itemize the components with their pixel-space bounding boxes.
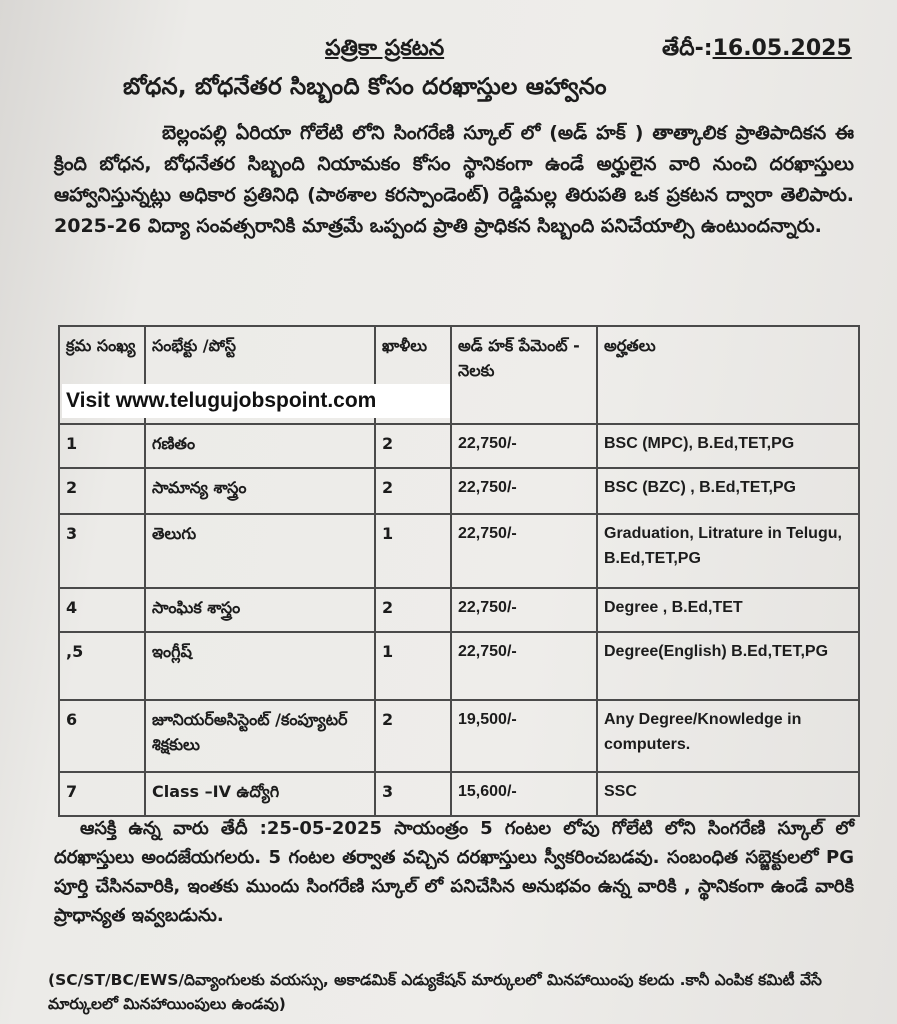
cell-vacancies: 2 <box>375 588 451 632</box>
table-row <box>59 468 859 514</box>
date-line <box>662 36 852 66</box>
cell-subject: ఇంగ్లీష్ <box>145 632 375 700</box>
cell-sno: 7 <box>59 772 145 816</box>
cell-qualification: BSC (BZC) , B.Ed,TET,PG <box>597 468 859 514</box>
cell-vacancies: 2 <box>375 700 451 772</box>
cell-payment: 22,750/- <box>451 424 597 468</box>
cell-vacancies: 2 <box>375 468 451 514</box>
note-text: (SC/ST/BC/EWS/దివ్యాంగులకు వయస్సు, అకాడమిక్ ఎడ్యుకేషన్ మార్కులలో మినహాయింపు కలదు .కానీ ఎంపిక కమిటీ వేసే మార్కులలో మినహాయింపులు ఉండవు) <box>48 971 822 1013</box>
header-qualification: అర్హతలు <box>597 326 859 424</box>
cell-sno: 3 <box>59 514 145 588</box>
header-subject: సంభేక్టు /పోస్ట్ <box>145 326 375 424</box>
cell-qualification: SSC <box>597 772 859 816</box>
cell-subject: సామాన్య శాస్త్రం <box>145 468 375 514</box>
cell-payment: 22,750/- <box>451 588 597 632</box>
table-row <box>59 632 859 700</box>
cell-payment: 15,600/- <box>451 772 597 816</box>
cell-subject: జూనియర్అసిస్టెంట్ /కంప్యూటర్ శిక్షకులు <box>145 700 375 772</box>
cell-sno: 6 <box>59 700 145 772</box>
watermark-banner: Visit www.telugujobspoint.com <box>62 384 450 418</box>
cell-subject: Class –IV ఉద్యోగి <box>145 772 375 816</box>
table-row <box>59 424 859 468</box>
table-row <box>59 700 859 772</box>
cell-sno: 4 <box>59 588 145 632</box>
cell-payment: 19,500/- <box>451 700 597 772</box>
cell-vacancies: 2 <box>375 424 451 468</box>
header-sno: క్రమ సంఖ్య <box>59 326 145 424</box>
cell-payment: 22,750/- <box>451 514 597 588</box>
cell-qualification: BSC (MPC), B.Ed,TET,PG <box>597 424 859 468</box>
cell-sno: ,5 <box>59 632 145 700</box>
header-vacancies: ఖాళీలు <box>375 326 451 424</box>
cell-qualification: Any Degree/Knowledge in computers. <box>597 700 859 772</box>
cell-payment: 22,750/- <box>451 632 597 700</box>
cell-qualification: Degree , B.Ed,TET <box>597 588 859 632</box>
cell-vacancies: 1 <box>375 632 451 700</box>
cell-subject: సాంఘిక శాస్త్రం <box>145 588 375 632</box>
table-row <box>59 772 859 816</box>
page-title: పత్రికా ప్రకటన <box>325 36 445 61</box>
cell-vacancies: 3 <box>375 772 451 816</box>
cell-qualification: Degree(English) B.Ed,TET,PG <box>597 632 859 700</box>
header-row <box>0 36 897 70</box>
header-payment: అడ్ హక్ పేమెంట్ - నెలకు <box>451 326 597 424</box>
page-subtitle: బోధన, బోధనేతర సిబ్బంది కోసం దరఖాస్తుల ఆహ్వానం <box>123 74 607 100</box>
footer-paragraph: ఆసక్తి ఉన్న వారు తేదీ :25-05-2025 సాయంత్రం 5 గంటల లోపు గోలేటి లోని సింగరేణి స్కూల్ లో దరఖాస్తులు అందజేయగలరు. 5 గంటల తర్వాత వచ్చిన దరఖాస్తులు స్వీకరించబడవు. సంబంధిత సబ్జెక్టులలో PG పూర్తి చేసినవారికి, ఇంతకు ముందు సింగరేణి స్కూల్ లో పనిచేసిన అనుభవం ఉన్న వారికి , స్థానికంగా ఉండే వారికి ప్రాధాన్యత ఇవ్వబడును. <box>54 818 854 926</box>
table-row <box>59 514 859 588</box>
cell-payment: 22,750/- <box>451 468 597 514</box>
intro-paragraph: బెల్లంపల్లి ఏరియా గోలేటి లోని సింగరేణి స్కూల్ లో (అడ్ హక్ ) తాత్కాలిక ప్రాతిపాదికన ఈ క్రింది బోధన, బోధనేతర సిబ్బంది నియామకం కోసం స్థానికంగా ఉండే అర్హులైన వారి నుంచి దరఖాస్తులు ఆహ్వానిస్తున్నట్లు అధికార ప్రతినిధి (పాఠశాల కరస్పాండెంట్) రెడ్డిమల్ల తిరుపతి ఒక ప్రకటన ద్వారా తెలిపారు. 2025-26 విద్యా సంవత్సరానికి మాత్రమే ఒప్పంద ప్రాతి ప్రాధికన సిబ్బంది పనిచేయాల్సి ఉంటుందన్నారు. <box>54 122 854 237</box>
cell-subject: గణితం <box>145 424 375 468</box>
cell-sno: 2 <box>59 468 145 514</box>
cell-qualification: Graduation, Litrature in Telugu, B.Ed,TET,PG <box>597 514 859 588</box>
date-label: తేదీ-: <box>662 36 713 61</box>
cell-vacancies: 1 <box>375 514 451 588</box>
date-value: 16.05.2025 <box>712 36 852 61</box>
cell-subject: తెలుగు <box>145 514 375 588</box>
table-row <box>59 588 859 632</box>
cell-sno: 1 <box>59 424 145 468</box>
